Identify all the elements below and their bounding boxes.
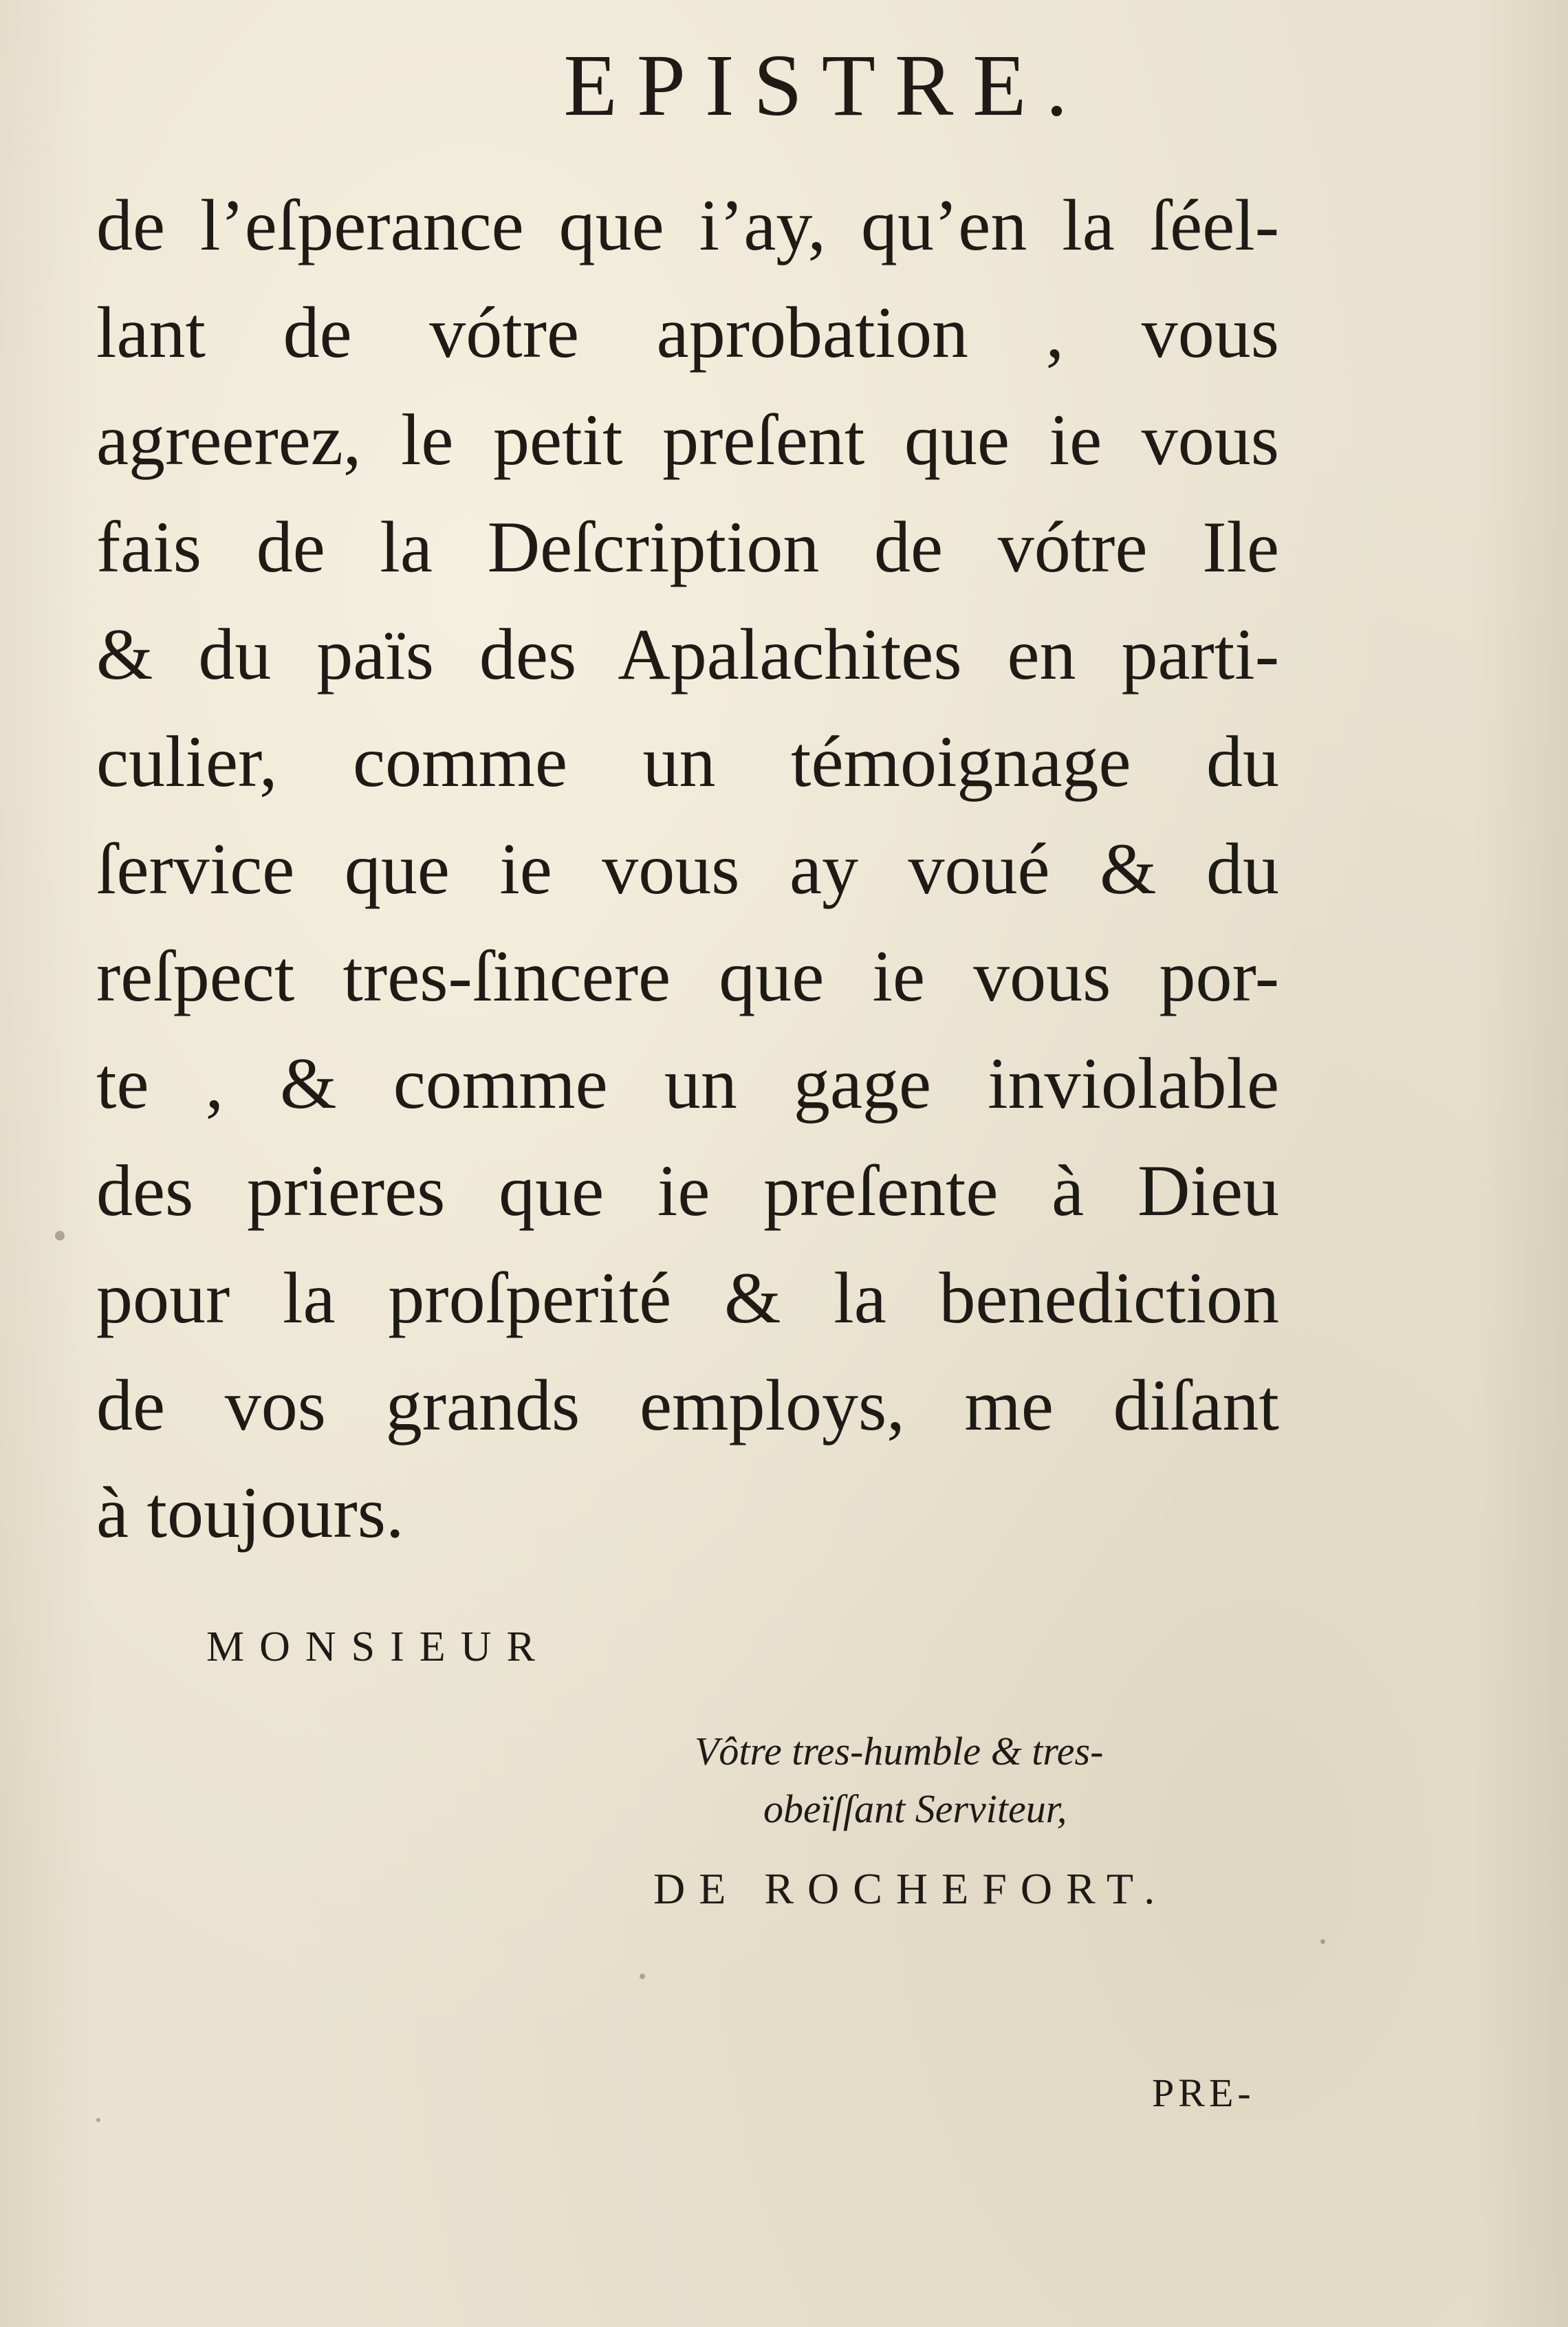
- body-line: ſervice que ie vous ay voué & du: [96, 829, 1279, 909]
- paper-speck: [96, 2118, 100, 2122]
- sign-off-line-1: Vôtre tres-humble & tres-: [695, 1729, 1104, 1773]
- body-line: des prieres que ie preſente à Dieu: [96, 1150, 1279, 1231]
- body-text: [96, 172, 1279, 1566]
- body-line: lant de vótre aprobation , vous: [96, 292, 1279, 373]
- paper-speck: [1320, 1939, 1325, 1944]
- paper-speck: [640, 1974, 645, 1979]
- signature: DE ROCHEFORT.: [653, 1864, 1169, 1913]
- catchword: PRE-: [1152, 2071, 1255, 2115]
- body-line: fais de la Deſcription de vótre Ile: [96, 507, 1279, 587]
- paper-speck: [55, 1231, 65, 1241]
- sign-off: [695, 1723, 1103, 1838]
- body-line: culier, comme un témoignage du: [96, 721, 1279, 802]
- body-line: à toujours.: [96, 1472, 404, 1553]
- body-line: de vos grands employs, me diſant: [96, 1365, 1279, 1445]
- body-line: agreerez, le petit preſent que ie vous: [96, 400, 1279, 480]
- body-line: pour la proſperité & la benediction: [96, 1258, 1279, 1338]
- body-line: te , & comme un gage inviolable: [96, 1043, 1279, 1124]
- running-head: EPISTRE.: [563, 36, 1087, 134]
- body-line: reſpect tres-ſincere que ie vous por-: [96, 936, 1279, 1016]
- body-line: & du païs des Apalachites en parti-: [96, 614, 1279, 695]
- salutation: MONSIEUR: [206, 1624, 550, 1670]
- sign-off-line-2: obeïſſant Serviteur,: [763, 1787, 1067, 1831]
- body-line: de l’eſperance que i’ay, qu’en la ſéel-: [96, 185, 1279, 265]
